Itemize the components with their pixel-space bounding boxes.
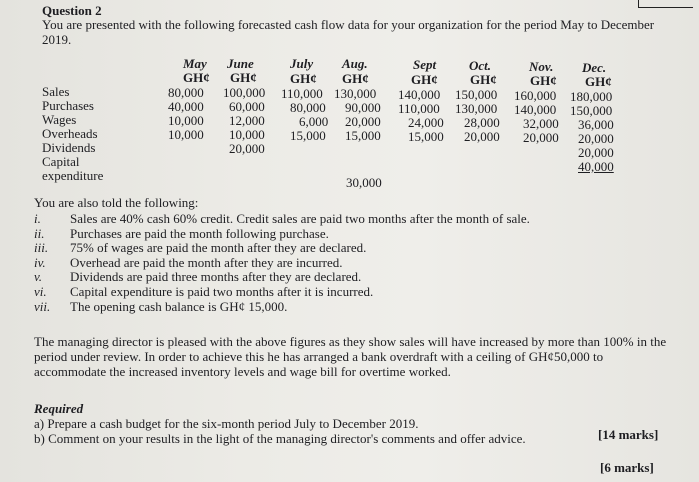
currency-label: GH¢	[183, 70, 210, 85]
list-number: v.	[34, 269, 43, 285]
table-cell: 80,000	[168, 85, 204, 100]
marks-part-a: [14 marks]	[598, 427, 659, 442]
table-cell: 130,000	[334, 86, 377, 101]
list-number: vii.	[34, 298, 51, 314]
question-intro: You are presented with the following forecasted cash flow data for your organization for the period May to December 2019.	[42, 17, 655, 47]
currency-label: GH¢	[290, 71, 317, 86]
currency-label: GH¢	[342, 71, 369, 86]
table-cell: 80,000	[290, 100, 326, 115]
table-cell: 60,000	[229, 99, 265, 114]
table-cell: 10,000	[168, 127, 204, 142]
table-cell: 160,000	[514, 88, 557, 103]
table-cell: 15,000	[345, 128, 381, 143]
currency-label: GH¢	[470, 72, 497, 87]
table-cell: 20,000	[578, 131, 614, 146]
table-cell: 10,000	[168, 113, 204, 128]
table-cell: 140,000	[398, 87, 441, 102]
table-cell: 110,000	[281, 86, 323, 101]
row-label-capital-expenditure: Capital expenditure	[42, 154, 104, 183]
month-header: Nov.	[529, 59, 554, 74]
table-cell: 150,000	[570, 103, 613, 118]
box-corner-mark	[638, 0, 693, 8]
table-cell: 12,000	[229, 113, 265, 128]
list-number: iv.	[34, 254, 46, 270]
row-label-purchases: Purchases	[42, 98, 94, 113]
table-cell: 20,000	[345, 114, 381, 129]
table-cell: 110,000	[398, 101, 440, 116]
table-cell: 15,000	[408, 129, 444, 144]
month-header: Oct.	[469, 58, 492, 73]
table-cell: 20,000	[578, 145, 614, 160]
table-cell: 40,000	[168, 99, 204, 114]
table-cell: 30,000	[346, 175, 382, 190]
table-cell: 24,000	[408, 115, 444, 130]
month-header: May	[183, 56, 207, 71]
table-cell: 150,000	[455, 87, 498, 102]
table-cell: 6,000	[299, 114, 329, 129]
required-part-a: a) Prepare a cash budget for the six-month period July to December 2019.	[34, 416, 419, 431]
table-cell: 140,000	[514, 102, 557, 117]
md-paragraph: The managing director is pleased with the above figures as they show sales will have increased by more than 100% in the period under review. In order to achieve this he has arranged a bank overdraft with a ceiling of GH¢50,000 to accommodate the increased inventory levels and wage bill for overtime worked.	[34, 334, 667, 379]
table-cell: 32,000	[523, 116, 559, 131]
required-heading: Required	[34, 401, 84, 416]
required-part-b: b) Comment on your results in the light of the managing director's comments and offer advice.	[34, 431, 526, 446]
row-label-wages: Wages	[42, 112, 77, 127]
marks-part-b: [6 marks]	[600, 460, 654, 475]
month-header: Dec.	[582, 60, 607, 75]
list-text: Sales are 40% cash 60% credit. Credit sales are paid two months after the month of sale.	[70, 211, 530, 226]
table-cell: 28,000	[464, 115, 500, 130]
list-number: ii.	[34, 225, 45, 241]
month-header: July	[290, 56, 314, 71]
month-header: Aug.	[342, 56, 368, 71]
currency-label: GH¢	[230, 70, 257, 85]
table-cell: 10,000	[229, 127, 265, 142]
month-header: June	[227, 56, 254, 71]
currency-label: GH¢	[530, 73, 557, 88]
row-label-dividends: Dividends	[42, 140, 96, 155]
table-cell: 20,000	[464, 129, 500, 144]
list-text: Purchases are paid the month following purchase.	[70, 225, 329, 241]
table-cell: 90,000	[345, 100, 381, 115]
list-text: Overhead are paid the month after they are incurred.	[70, 254, 343, 270]
list-text: 75% of wages are paid the month after they are declared.	[70, 240, 367, 256]
question-title: Question 2	[42, 3, 102, 18]
list-text: Capital expenditure is paid two months after it is incurred.	[70, 283, 374, 299]
table-cell: 20,000	[523, 130, 559, 145]
table-cell: 15,000	[290, 128, 326, 143]
told-heading: You are also told the following:	[34, 195, 199, 210]
table-cell: 180,000	[570, 89, 613, 104]
list-number: vi.	[34, 283, 47, 299]
list-number: iii.	[34, 240, 49, 256]
row-label-sales: Sales	[42, 84, 70, 99]
table-cell: 40,000	[578, 159, 614, 174]
table-cell: 130,000	[455, 101, 498, 116]
list-number: i.	[34, 211, 41, 226]
list-text: The opening cash balance is GH¢ 15,000.	[70, 298, 288, 314]
list-text: Dividends are paid three months after they are declared.	[70, 269, 362, 285]
table-cell: 36,000	[578, 117, 614, 132]
currency-label: GH¢	[585, 74, 612, 89]
currency-label: GH¢	[411, 72, 438, 87]
month-header: Sept	[413, 57, 437, 72]
row-label-overheads: Overheads	[42, 126, 98, 141]
table-cell: 100,000	[223, 85, 266, 100]
table-cell: 20,000	[229, 141, 265, 156]
